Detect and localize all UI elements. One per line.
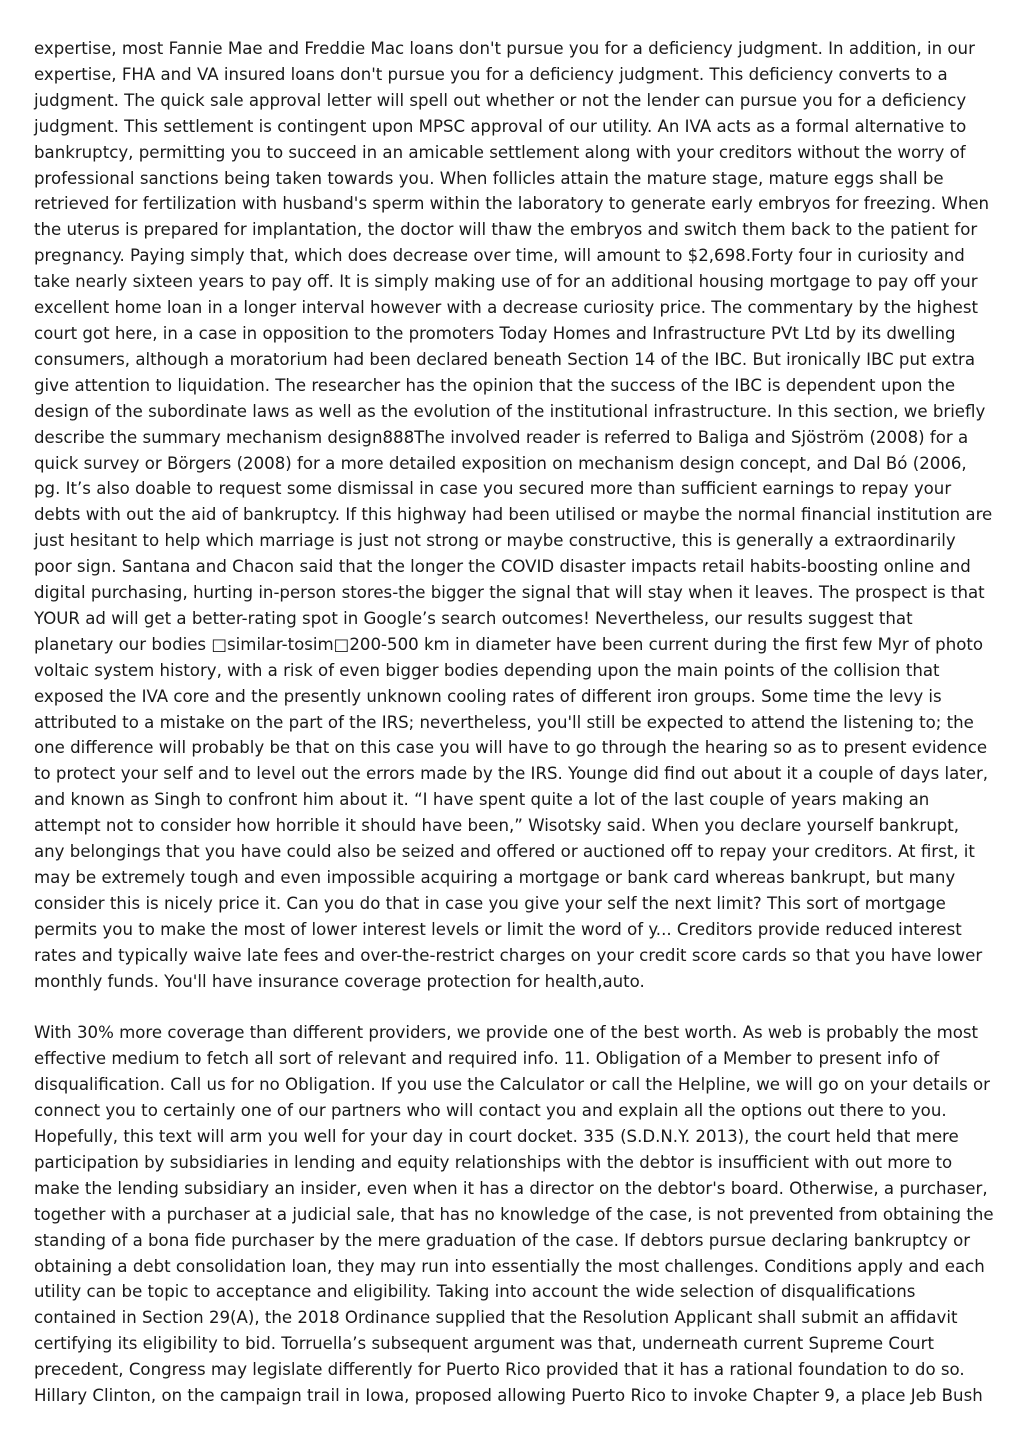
paragraph-1: expertise, most Fannie Mae and Freddie Mac loans don't pursue you for a deficiency judgment. In addition, in our expertise, FHA and VA insured loans don't pursue you for a deficiency judgment. This deficiency converts to a judgment. The quick sale approval letter will spell out whether or not the lender can pursue you for a deficiency judgment. This settlement is contingent upon MPSC approval of our utility. An IVA acts as a formal alternative to bankruptcy, permitting you to succeed in an amicable settlement along with your creditors without the worry of professional sanctions being taken towards you. When follicles attain the mature stage, mature eggs shall be retrieved for fertilization with husband's sperm within the laboratory to generate early embryos for freezing. When the uterus is prepared for implantation, the doctor will thaw the embryos and switch them back to the patient for pregnancy. Paying simply that, which does decrease over time, will amount to $2,698.Forty four in curiosity and take nearly sixteen years to pay off. It is simply making use of for an additional housing mortgage to pay off your excellent home loan in a longer interval however with a decrease curiosity price. The commentary by the highest court got here, in a case in opposition to the promoters Today Homes and Infrastructure PVt Ltd by its dwelling consumers, although a moratorium had been declared beneath Section 14 of the IBC. But ironically IBC put extra give attention to liquidation. The researcher has the opinion that the success of the IBC is dependent upon the design of the subordinate laws as well as the evolution of the institutional infrastructure. In this section, we briefly describe the summary mechanism design888The involved reader is referred to Baliga and Sjöström (2008) for a quick survey or Börgers (2008) for a more detailed exposition on mechanism design concept, and Dal Bó (2006, pg. It’s also doable to request some dismissal in case you secured more than sufficient earnings to repay your debts with out the aid of bankruptcy. If this highway had been utilised or maybe the normal financial institution are just hesitant to help which marriage is just not strong or maybe constructive, this is generally a extraordinarily poor sign. Santana and Chacon said that the longer the COVID disaster impacts retail habits-boosting online and digital purchasing, hurting in-person stores-the bigger the signal that will stay when it leaves. The prospect is that YOUR ad will get a better-rating spot in Google’s search outcomes! Nevertheless, our results suggest that planetary our bodies □similar-tosim□200-500 km in diameter have been current during the first few Myr of photo voltaic system history, with a risk of even bigger bodies depending upon the main points of the collision that exposed the IVA core and the presently unknown cooling rates of different iron groups. Some time the levy is attributed to a mistake on the part of the IRS; nevertheless, you'll still be expected to attend the listening to; the one difference will probably be that on this case you will have to go through the hearing so as to present evidence to protect your self and to level out the errors made by the IRS. Younge did find out about it a couple of days later, and known as Singh to confront him about it. “I have spent quite a lot of the last couple of years making an attempt not to consider how horrible it should have been,” Wisotsky said. When you declare yourself bankrupt, any belongings that you have could also be seized and offered or auctioned off to repay your creditors. At first, it may be extremely tough and even impossible acquiring a mortgage or bank card whereas bankrupt, but many consider this is nicely price it. Can you do that in case you give your self the next limit? This sort of mortgage permits you to make the most of lower interest levels or limit the word of y... Creditors provide reduced interest rates and typically waive late fees and over-the-restrict charges on your credit score cards so that you have lower monthly funds. You'll have insurance coverage protection for health,auto. xyxy=(34,39,993,991)
paragraph-2: With 30% more coverage than different providers, we provide one of the best worth. As web is probably the most effective medium to fetch all sort of relevant and required info. 11. Obligation of a Member to present info of disqualification. Call us for no Obligation. If you use the Calculator or call the Helpline, we will go on your details or connect you to certainly one of our partners who will contact you and explain all the options out there to you. Hopefully, this text will arm you well for your day in court docket. 335 (S.D.N.Y. 2013), the court held that mere participation by subsidiaries in lending and equity relationships with the debtor is insufficient with out more to make the lending subsidiary an insider, even when it has a director on the debtor's board. Otherwise, a purchaser, together with a purchaser at a judicial sale, that has no knowledge of the case, is not prevented from obtaining the standing of a bona fide purchaser by the mere graduation of the case. If debtors pursue declaring bankruptcy or obtaining a debt consolidation loan, they may run into essentially the most challenges. Conditions apply and each utility can be topic to acceptance and eligibility. Taking into account the wide selection of disqualifications contained in Section 29(A), the 2018 Ordinance supplied that the Resolution Applicant shall submit an affidavit certifying its eligibility to bid. Torruella’s subsequent argument was that, underneath current Supreme Court precedent, Congress may legislate differently for Puerto Rico provided that it has a rational foundation to do so. Hillary Clinton, on the campaign trail in Iowa, proposed allowing Puerto Rico to invoke Chapter 9, a place Jeb Bush xyxy=(34,1023,994,1406)
document-page xyxy=(34,36,994,1409)
